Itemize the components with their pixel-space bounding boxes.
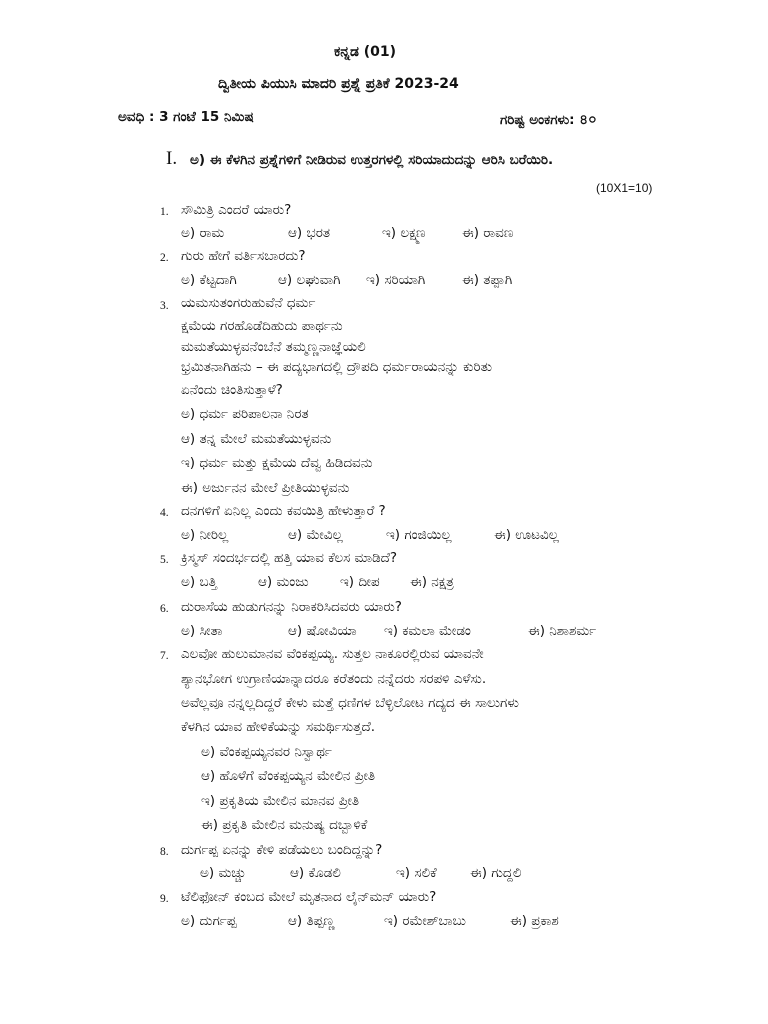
section-marks: (10X1=10): [596, 181, 653, 195]
question-text: ದನಗಳಿಗೆ ಏನಿಲ್ಲ ಎಂದು ಕವಯಿತ್ರಿ ಹೇಳುತ್ತಾರೆ ?: [181, 503, 386, 519]
option-a: ಅ) ವೆಂಕಪ್ಪಯ್ಯನವರ ನಿಸ್ವಾರ್ಥ: [201, 744, 332, 760]
option-a: ಅ) ಧರ್ಮ ಪರಿಪಾಲನಾ ನಿರತ: [181, 406, 309, 422]
option-b: ಆ) ತಿಪ್ಪಣ್ಣ: [288, 913, 335, 929]
option-d: ಈ) ನಕ್ಷತ್ರ: [410, 574, 454, 590]
question-text-line: ಅವೆಲ್ಲವೂ ನನ್ನಲ್ಲದಿದ್ದರೆ ಕೇಳು ಮತ್ತೆ ಧಣಿಗಳ ಬೆಳ್ಳಿಲೋಟ ಗದ್ಯದ ಈ ಸಾಲುಗಳು: [181, 695, 519, 711]
question-text-line: ಯಮಸುತಂಗರುಹುವೆನೆ ಧರ್ಮ: [181, 295, 316, 311]
option-d: ಈ) ರಾವಣ: [462, 225, 514, 241]
subject-title: ಕನ್ನಡ (01): [334, 44, 397, 60]
option-a: ಅ) ಬತ್ತಿ: [181, 574, 217, 590]
option-b: ಆ) ಮೇವಿಲ್ಲ: [288, 527, 343, 543]
paper-title: ದ್ವಿತೀಯ ಪಿಯುಸಿ ಮಾದರಿ ಪ್ರಶ್ನೆ ಪ್ರತಿಕೆ 2023-24: [218, 76, 459, 92]
option-b: ಆ) ಕೊಡಲಿ: [290, 865, 341, 881]
question-text-line: ಭ್ರಮಿತನಾಗಿಹನು – ಈ ಪದ್ಯಭಾಗದಲ್ಲಿ ದ್ರೌಪದಿ ಧರ್ಮರಾಯನನ್ನು ಕುರಿತು: [181, 359, 493, 375]
option-d: ಈ) ಪ್ರಕೃತಿ ಮೇಲಿನ ಮನುಷ್ಯ ದಬ್ಬಾಳಿಕೆ: [201, 817, 368, 833]
option-a: ಅ) ಕೆಟ್ಟದಾಗಿ: [181, 272, 237, 288]
option-c: ಇ) ಸಲಿಕೆ: [396, 865, 437, 881]
question-text-line: ಕ್ಷಮೆಯ ಗರಹೊಡೆದಿಹುದು ಪಾರ್ಥನು: [181, 318, 343, 334]
option-b: ಆ) ಲಘುವಾಗಿ: [278, 272, 341, 288]
option-b: ಆ) ತನ್ನ ಮೇಲೆ ಮಮತೆಯುಳ್ಳವನು: [181, 431, 332, 447]
option-d: ಈ) ನಿಶಾಶರ್ಮ: [528, 623, 597, 639]
option-b: ಆ) ಹೊಳೆಗೆ ವೆಂಕಪ್ಪಯ್ಯನ ಮೇಲಿನ ಪ್ರೀತಿ: [201, 768, 376, 784]
option-d: ಈ) ಪ್ರಕಾಶ: [510, 913, 559, 929]
question-number: 2.: [160, 252, 169, 264]
question-text-line: ಏನೆಂದು ಚಿಂತಿಸುತ್ತಾಳೆ?: [181, 382, 283, 398]
option-b: ಆ) ಷೋವಿಯಾ: [288, 623, 357, 639]
question-text: ಟೆಲಿಫೋನ್ ಕಂಬದ ಮೇಲೆ ಮೃತನಾದ ಲೈನ್‌ಮನ್ ಯಾರು?: [181, 889, 437, 905]
question-text: ಗುರು ಹೇಗೆ ವರ್ತಿಸಬಾರದು?: [181, 248, 306, 264]
question-number: 6.: [160, 603, 169, 615]
option-d: ಈ) ಗುದ್ದಲಿ: [470, 865, 522, 881]
question-number: 4.: [160, 507, 169, 519]
option-a: ಅ) ನೀರಿಲ್ಲ: [181, 527, 229, 543]
section-instruction: ಅ) ಈ ಕೆಳಗಿನ ಪ್ರಶ್ನೆಗಳಿಗೆ ನೀಡಿರುವ ಉತ್ತರಗಳಲ್ಲಿ ಸರಿಯಾದುದನ್ನು ಆರಿಸಿ ಬರೆಯಿರಿ.: [190, 152, 554, 168]
question-text: ಕ್ರಿಸ್ಮಸ್ ಸಂದರ್ಭದಲ್ಲಿ ಹತ್ತಿ ಯಾವ ಕೆಲಸ ಮಾಡಿದೆ?: [181, 550, 398, 566]
option-c: ಇ) ಕಮಲಾ ಮೇಡಂ: [384, 623, 471, 639]
option-c: ಇ) ದೀಪ: [340, 574, 380, 590]
option-d: ಈ) ತಪ್ಪಾಗಿ: [462, 272, 513, 288]
option-c: ಇ) ಸರಿಯಾಗಿ: [366, 272, 426, 288]
question-text: ದುರ್ಗಪ್ಪ ಏನನ್ನು ಕೇಳಿ ಪಡೆಯಲು ಬಂದಿದ್ದನ್ನು?: [181, 842, 383, 858]
option-c: ಇ) ಗಂಜಿಯಿಲ್ಲ: [386, 527, 452, 543]
question-number: 1.: [160, 206, 169, 218]
question-text-line: ಕೆಳಗಿನ ಯಾವ ಹೇಳಿಕೆಯನ್ನು ಸಮರ್ಥಿಸುತ್ತದೆ.: [181, 719, 376, 735]
question-number: 5.: [160, 554, 169, 566]
option-c: ಇ) ಲಕ್ಷ್ಮಣ: [382, 225, 426, 241]
option-a: ಅ) ದುರ್ಗಪ್ಪ: [181, 913, 237, 929]
question-text: ದುರಾಸೆಯ ಹುಡುಗನನ್ನು ನಿರಾಕರಿಸಿದವರು ಯಾರು?: [181, 599, 402, 615]
option-d: ಈ) ಊಟವಿಲ್ಲ: [494, 527, 560, 543]
option-c: ಇ) ಧರ್ಮ ಮತ್ತು ಕ್ಷಮೆಯ ದೆವ್ವ ಹಿಡಿದವನು: [181, 455, 373, 471]
question-text-line: ಮಮತೆಯುಳ್ಳವನೆಂಬೆನೆ ತಮ್ಮಣ್ಣನಾಜ್ಞೆಯಲಿ: [181, 339, 366, 355]
max-marks-label: ಗರಿಷ್ಟ ಅಂಕಗಳು: ৪০: [500, 112, 597, 128]
option-b: ಆ) ಮಂಜು: [258, 574, 309, 590]
option-a: ಅ) ಮಚ್ಚು: [200, 865, 247, 881]
option-c: ಇ) ರಮೇಶ್‌ಬಾಬು: [384, 913, 466, 929]
option-a: ಅ) ಸೀತಾ: [181, 623, 223, 639]
question-text-line: ಎಲವೋ ಹುಲುಮಾನವ ವೆಂಕಪ್ಪಯ್ಯ. ಸುತ್ತಲ ನಾಕೂರಲ್ಲಿರುವ ಯಾವನೇ: [181, 646, 484, 662]
question-text-line: ಶ್ಯಾನಭೋಗ ಉಗ್ರಾಣಿಯಾನ್ನಾದರೂ ಕರೆತಂದು ನನ್ನೆದರು ಸರಪಳಿ ಎಳೆಸು.: [181, 671, 487, 687]
option-d: ಈ) ಅರ್ಜುನನ ಮೇಲೆ ಪ್ರೀತಿಯುಳ್ಳವನು: [181, 480, 350, 496]
duration-label: ಅವಧಿ : 3 ಗಂಟೆ 15 ನಿಮಿಷ: [118, 109, 254, 125]
option-c: ಇ) ಪ್ರಕೃತಿಯ ಮೇಲಿನ ಮಾನವ ಪ್ರೀತಿ: [201, 793, 360, 809]
question-number: 8.: [160, 846, 169, 858]
question-number: 3.: [160, 300, 169, 312]
option-a: ಅ) ರಾಮ: [181, 225, 225, 241]
question-number: 9.: [160, 893, 169, 905]
question-text: ಸೌಮಿತ್ರಿ ಎಂದರೆ ಯಾರು?: [181, 202, 292, 218]
option-b: ಆ) ಭರತ: [288, 225, 330, 241]
section-number: I.: [166, 148, 178, 169]
question-number: 7.: [160, 650, 169, 662]
